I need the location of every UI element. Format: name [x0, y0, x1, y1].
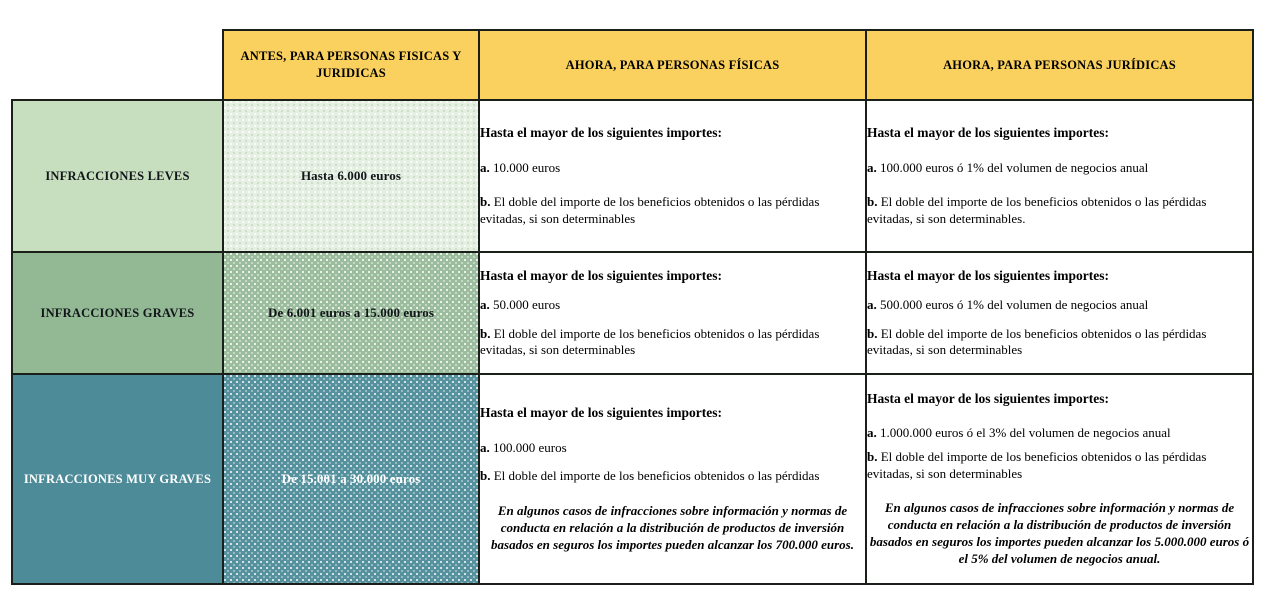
spacer: [480, 428, 865, 440]
note-text: En algunos casos de infracciones sobre información y normas de conducta en relación a la distribución de productos de inversión basados en seguros los importes pueden alcanzar los 700.000 euros.: [491, 502, 854, 552]
lead-text: Hasta el mayor de los siguientes importes:: [480, 125, 722, 141]
item-b: [867, 194, 1252, 227]
item-a-marker: a.: [480, 297, 490, 313]
item-b-text: El doble del importe de los beneficios obtenidos o las pérdidas evitadas, si son determinables: [867, 325, 1207, 358]
item-a-text: 100.000 euros: [489, 439, 567, 455]
spacer: [867, 148, 1252, 160]
item-a-text: 50.000 euros: [489, 297, 561, 313]
item-b-text: El doble del importe de los beneficios obtenidos o las pérdidas: [490, 468, 820, 484]
item-a-text: 100.000 euros ó 1% del volumen de negocios anual: [876, 159, 1149, 175]
antes-amount-muy-graves: De 15.001 a 30.000 euros: [223, 374, 479, 584]
spacer: [867, 176, 1252, 194]
item-a: [480, 440, 865, 457]
lead-text: Hasta el mayor de los siguientes importes:: [480, 267, 722, 283]
table-row: [12, 374, 1253, 584]
item-a-text: 10.000 euros: [489, 159, 561, 175]
lead-text: Hasta el mayor de los siguientes importes:: [867, 267, 1109, 283]
spacer: [480, 314, 865, 326]
item-b: [480, 194, 865, 227]
item-a: [480, 297, 865, 314]
item-b-text: El doble del importe de los beneficios obtenidos o las pérdidas evitadas, si son determinables: [867, 449, 1207, 481]
cell-juridicas-muy-graves: [866, 374, 1253, 584]
item-b-marker: b.: [867, 194, 878, 210]
cell-fisicas-muy-graves: [479, 374, 866, 584]
item-b-text: El doble del importe de los beneficios obtenidos o las pérdidas evitadas, si son determinables.: [867, 194, 1207, 226]
table-row: [12, 252, 1253, 374]
item-a: [480, 160, 865, 177]
item-b: [867, 326, 1252, 359]
item-b-marker: b.: [867, 325, 878, 341]
item-a: [867, 297, 1252, 314]
header-corner-blank: [12, 30, 223, 100]
item-a-text: 500.000 euros ó 1% del volumen de negocios anual: [876, 297, 1149, 313]
item-b-marker: b.: [480, 325, 491, 341]
lead-text: Hasta el mayor de los siguientes importes:: [867, 391, 1109, 407]
item-b: [867, 449, 1252, 482]
spacer: [867, 314, 1252, 326]
item-a-marker: a.: [480, 159, 490, 175]
table-row: [12, 100, 1253, 252]
spacer: [867, 290, 1252, 297]
item-b-marker: b.: [480, 468, 491, 484]
severity-label-graves: INFRACCIONES GRAVES: [12, 252, 223, 374]
spacer: [480, 290, 865, 297]
item-b-text: El doble del importe de los beneficios obtenidos o las pérdidas evitadas, si son determinables: [480, 325, 820, 358]
antes-amount-graves: De 6.001 euros a 15.000 euros: [223, 252, 479, 374]
item-b: [480, 326, 865, 359]
antes-amount-leves: Hasta 6.000 euros: [223, 100, 479, 252]
item-b-marker: b.: [480, 194, 491, 210]
spacer: [480, 148, 865, 160]
lead-text: Hasta el mayor de los siguientes importes:: [867, 125, 1109, 141]
lead-text: Hasta el mayor de los siguientes importes:: [480, 405, 722, 421]
item-a-marker: a.: [867, 159, 877, 175]
item-a-text: 1.000.000 euros ó el 3% del volumen de negocios anual: [876, 425, 1171, 441]
severity-label-muy-graves: INFRACCIONES MUY GRAVES: [12, 374, 223, 584]
header-antes-fisicas-juridicas: ANTES, PARA PERSONAS FISICAS Y JURIDICAS: [223, 30, 479, 100]
cell-juridicas-graves: [866, 252, 1253, 374]
spacer: [867, 413, 1252, 425]
note-text: En algunos casos de infracciones sobre información y normas de conducta en relación a la distribución de productos de inversión basados en seguros los importes pueden alcanzar los 5.000.000 euros ó el 5% del volumen de negocios anual.: [869, 500, 1250, 566]
item-a-marker: a.: [867, 297, 877, 313]
item-b-marker: b.: [867, 449, 878, 465]
spacer: [867, 482, 1252, 500]
item-a-marker: a.: [480, 439, 490, 455]
cell-fisicas-graves: [479, 252, 866, 374]
spacer: [480, 485, 865, 503]
cell-fisicas-leves: [479, 100, 866, 252]
cell-juridicas-leves: [866, 100, 1253, 252]
spacer: [480, 176, 865, 194]
item-b: [480, 468, 865, 485]
item-a: [867, 425, 1252, 442]
header-ahora-personas-fisicas: AHORA, PARA PERSONAS FÍSICAS: [479, 30, 866, 100]
table-header-row: [12, 30, 1253, 100]
spacer: [867, 442, 1252, 449]
item-a-marker: a.: [867, 425, 877, 441]
spacer: [480, 456, 865, 468]
item-a: [867, 160, 1252, 177]
header-ahora-personas-juridicas: AHORA, PARA PERSONAS JURÍDICAS: [866, 30, 1253, 100]
item-b-text: El doble del importe de los beneficios obtenidos o las pérdidas evitadas, si son determinables: [480, 194, 820, 226]
sanctions-table: [11, 29, 1254, 585]
severity-label-leves: INFRACCIONES LEVES: [12, 100, 223, 252]
